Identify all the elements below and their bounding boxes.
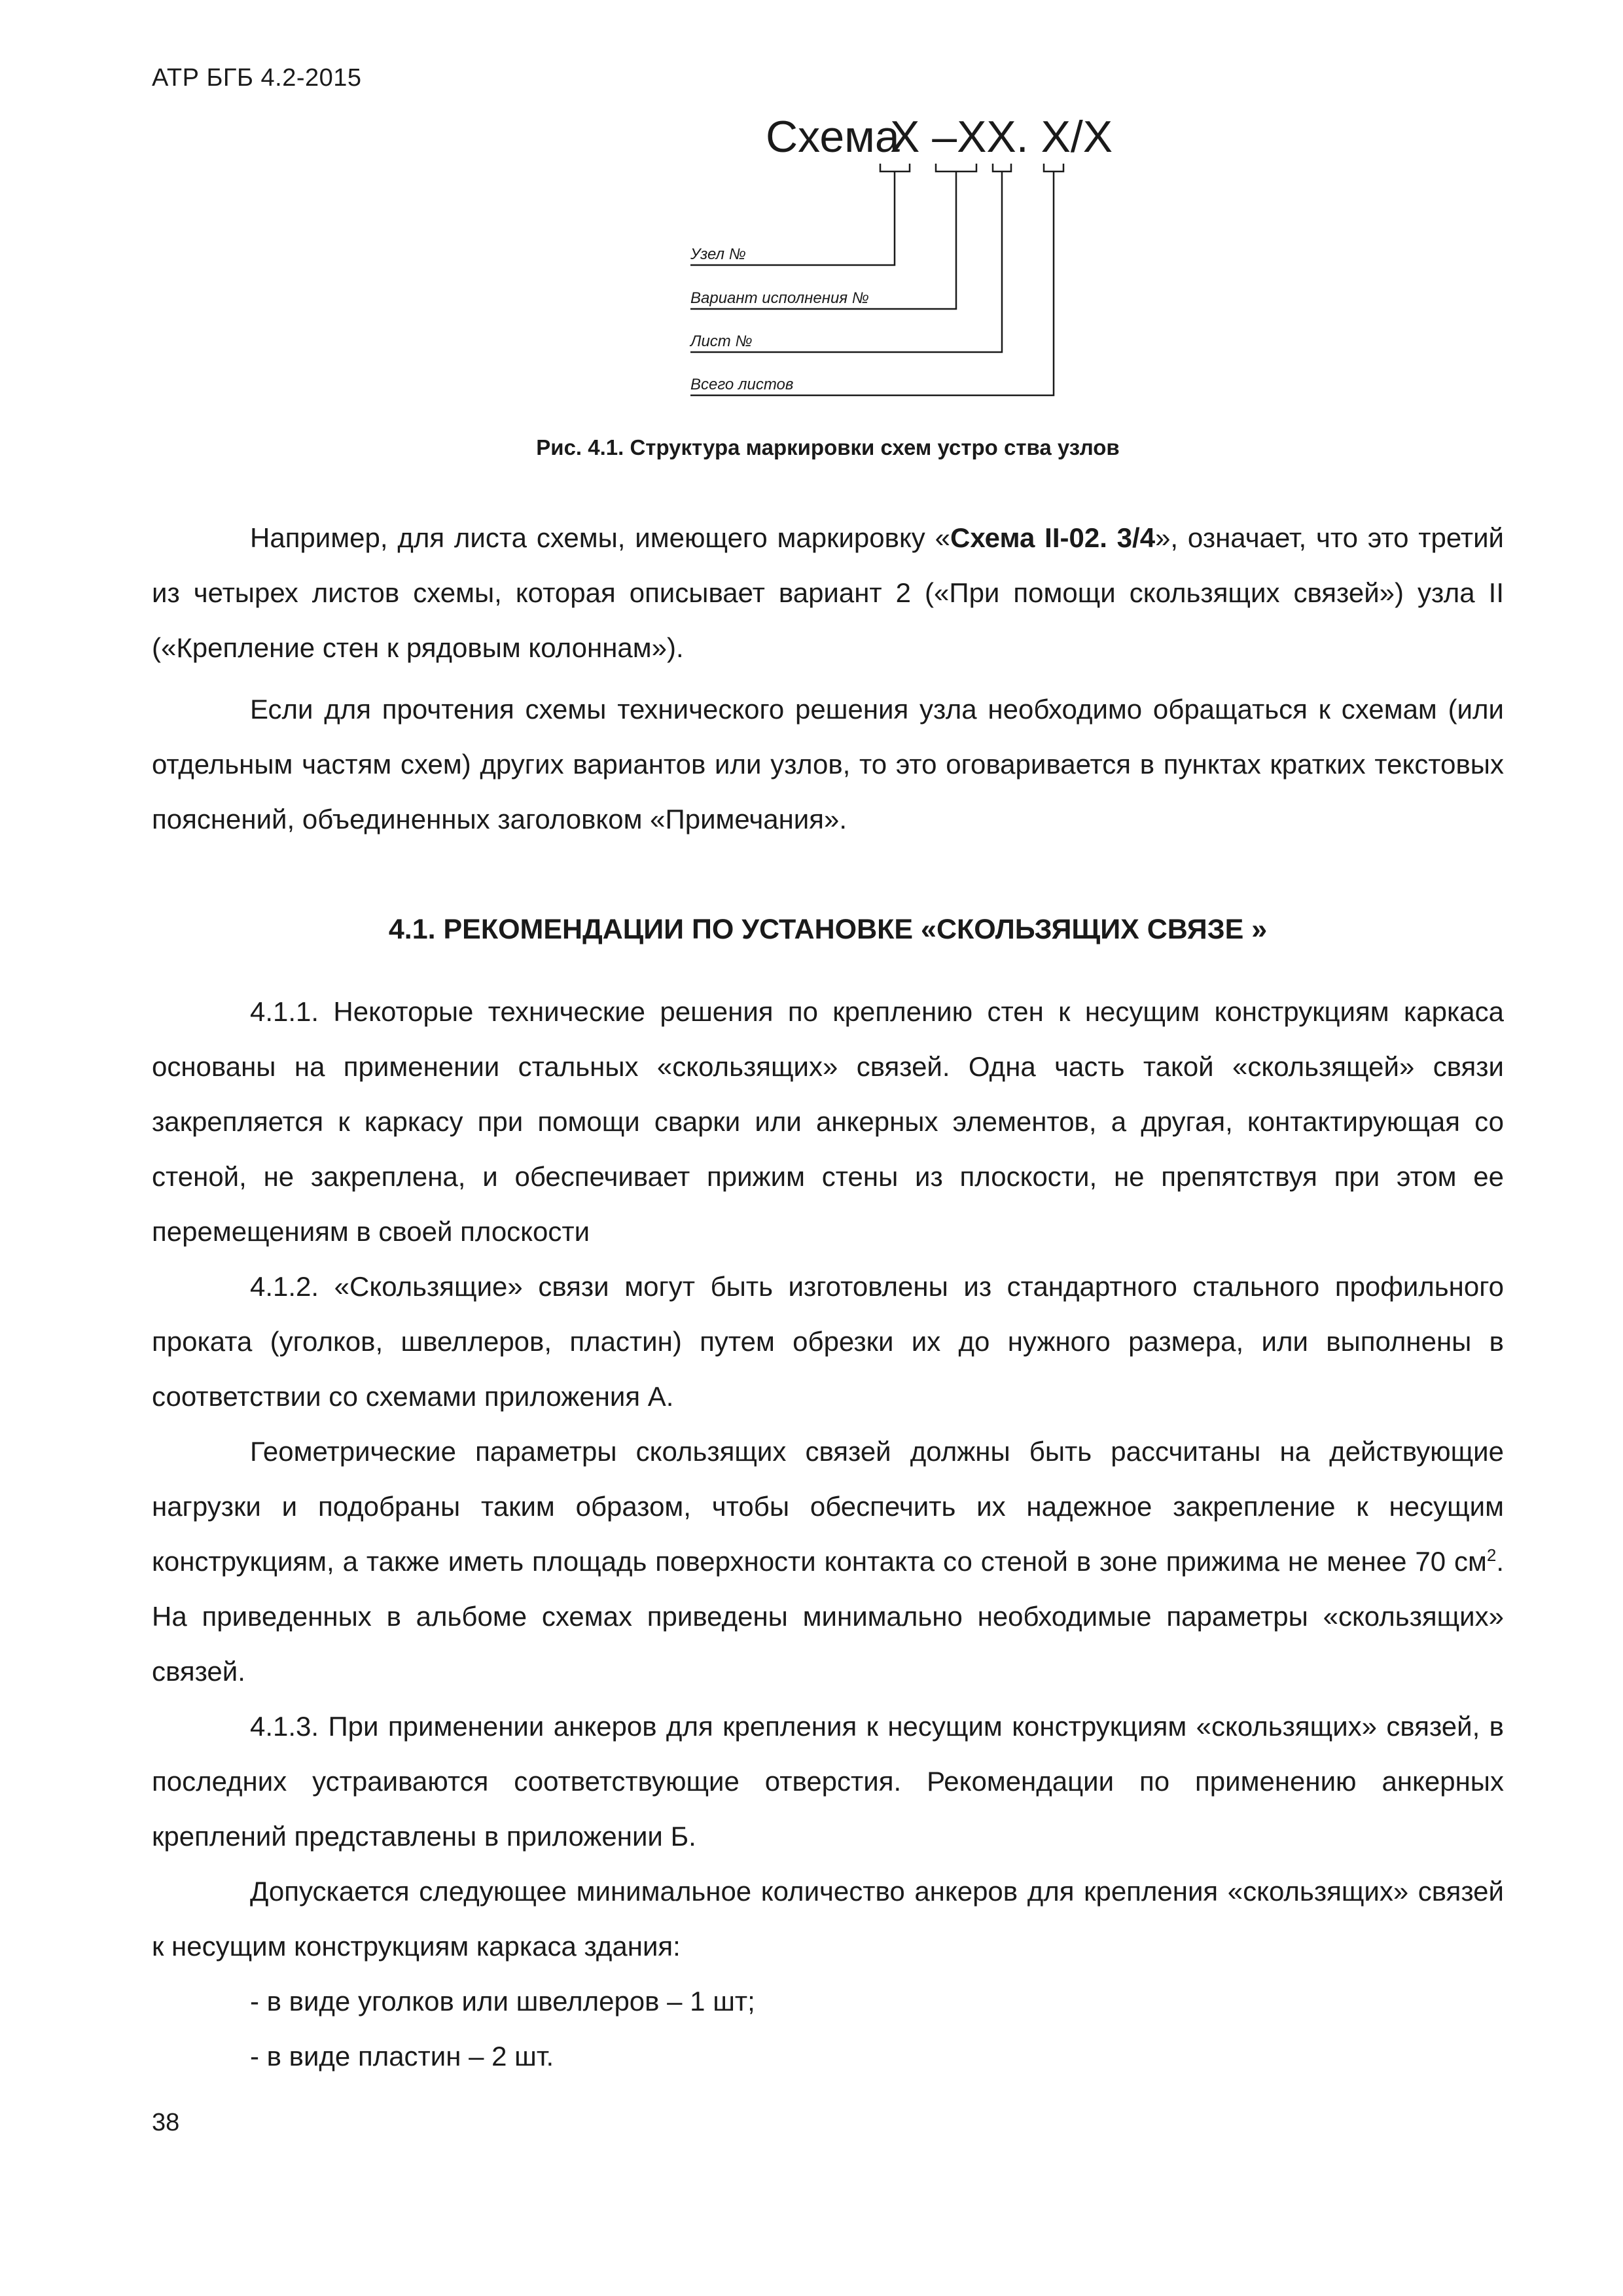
document-body [152,511,1504,2084]
paragraph-geometry [152,1424,1504,1699]
diagram-title-prefix: Схема [766,112,900,162]
bracket-total [1044,164,1063,171]
superscript: 2 [1486,1545,1497,1565]
page-number: 38 [152,2109,180,2136]
diagram-label-variant: Вариант исполнения № [690,289,869,307]
paragraph-4-1-3: 4.1.3. При применении анкеров для крепления к несущим конструкциям «скользящих» связей, в последних устраиваются соответствующие отверстия. Рекомендации по применению анкерных креплений представлены в приложении Б. [152,1711,1504,1852]
marking-structure-diagram [668,105,1113,406]
list-item: - в виде пластин – 2 шт. [250,2041,554,2072]
paragraph-4-1-2: 4.1.2. «Скользящие» связи могут быть изготовлены из стандартного стального профильного проката (уголков, швеллеров, пластин) путем обрезки их до нужного размера, или выполнены в соответствии со схемами приложения А. [152,1271,1504,1412]
section-title: 4.1. РЕКОМЕНДАЦИИ ПО УСТАНОВКЕ «СКОЛЬЗЯЩИХ СВЯЗЕ » [388,914,1268,945]
paragraph-geometry-text: Геометрические параметры скользящих связей должны быть рассчитаны на действующие нагрузки и подобраны таким образом, чтобы обеспечить их надежное закрепление к несущим конструкциям, а также иметь площадь поверхности контакта со стеной в зоне прижима не менее 70 см [152,1436,1504,1577]
list-item: - в виде уголков или швеллеров – 1 шт; [250,1986,755,2017]
paragraph-references: Если для прочтения схемы технического решения узла необходимо обращаться к схемам (или отдельным частям схем) других вариантов или узлов, то это оговаривается в пунктах кратких текстовых пояснений, объединенных заголовком «Примечания». [152,694,1504,834]
diagram-label-total: Всего листов [690,376,794,393]
diagram-label-sheet: Лист № [690,332,753,350]
paragraph-example-text: Например, для листа схемы, имеющего маркировку « [250,522,950,553]
figure-caption: Рис. 4.1. Структура маркировки схем устро ства узлов [536,435,1120,459]
paragraph-example [152,511,1504,675]
bracket-sheet [993,164,1011,171]
document-code-header: АТР БГБ 4.2-2015 [152,64,362,92]
paragraph-geometry-text-end: . На приведенных в альбоме схемах приведены минимально необходимые параметры «скользящих» связей. [152,1546,1504,1687]
bracket-node [880,164,910,171]
paragraph-example-text-end: », означает, что это третий из четырех листов схемы, которая описывает вариант 2 («При помощи скользящих связей») узла II («Крепление стен к рядовым колоннам»). [152,522,1504,663]
paragraph-allowed: Допускается следующее минимальное количество анкеров для крепления «скользящих» связей к несущим конструкциям каркаса здания: [152,1876,1504,1962]
leader-total [690,171,1054,395]
bracket-variant [936,164,976,171]
diagram-title-code: X –XX. X/X [890,112,1113,162]
example-marking: Схема II-02. 3/4 [950,522,1156,553]
marking-diagram-svg [668,105,1113,406]
paragraph-4-1-1: 4.1.1. Некоторые технические решения по креплению стен к несущим конструкциям каркаса основаны на применении стальных «скользящих» связей. Одна часть такой «скользящей» связи закрепляется к каркасу при помощи сварки или анкерных элементов, а другая, контактирующая со стеной, не закреплена, и обеспечивает прижим стены из плоскости, не препятствуя при этом ее перемещениям в своей плоскости [152,996,1504,1247]
diagram-label-node: Узел № [690,245,746,263]
leader-variant [690,171,956,309]
